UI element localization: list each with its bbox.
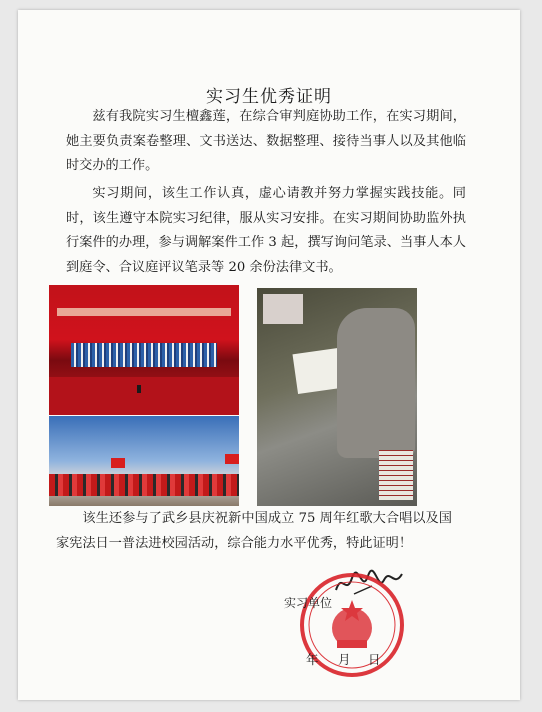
person-writing — [337, 308, 415, 458]
photo-outdoor-event — [49, 416, 239, 506]
paragraph-intro: 兹有我院实习生檀鑫莲，在综合审判庭协助工作，在实习期间，她主要负责案卷整理、文书送达、数据整理、接待当事人以及其他临时交办的工作。 — [66, 109, 466, 173]
signature-label: 实习单位 — [284, 596, 333, 610]
conductor-figure — [137, 385, 141, 393]
date-month: 月 — [338, 652, 351, 667]
stage-banner — [57, 308, 231, 316]
stage-floor — [49, 377, 239, 415]
keyboard — [379, 450, 413, 500]
paragraph-performance: 实习期间，该生工作认真，虚心请教并努力掌握实践技能。同时，该生遵守本院实习纪律，服从实习安排。在实习期间协助监外执行案件的办理，参与调解案件工作 3 起，撰写询问笔录、当事人本人到庭令、合议庭评议笔录等 20 余份法律文书。 — [66, 186, 466, 275]
photo-office-work — [257, 288, 417, 506]
document-title: 实习生优秀证明 — [206, 87, 332, 107]
date-day: 日 — [368, 652, 381, 667]
choir-group — [71, 343, 217, 367]
red-flag — [111, 458, 125, 468]
red-flag — [225, 454, 239, 464]
paragraph-activities: 该生还参与了武乡县庆祝新中国成立 75 周年红歌大合唱以及国家宪法日一普法进校园活动，综合能力水平优秀，特此证明！ — [56, 511, 452, 551]
photo-choir-stage — [49, 285, 239, 415]
monitor — [263, 294, 303, 324]
crowd — [49, 474, 239, 496]
date-year: 年 — [306, 652, 319, 667]
